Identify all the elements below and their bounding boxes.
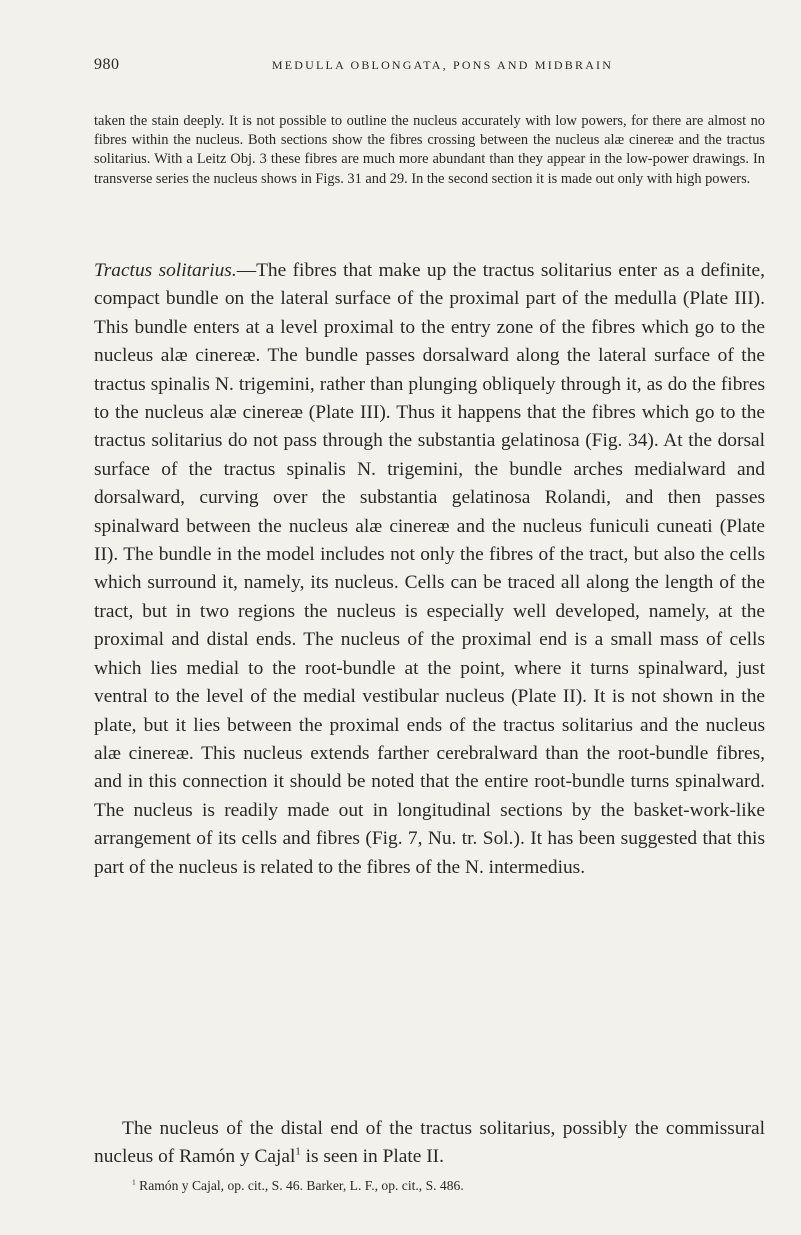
footnote-reference[interactable]: 1	[295, 1145, 301, 1158]
second-paragraph	[94, 1115, 765, 1172]
small-print-paragraph	[94, 112, 765, 189]
running-head: MEDULLA OBLONGATA, PONS AND MIDBRAIN	[271, 58, 614, 72]
section-lead-heading: Tractus solitarius.	[94, 260, 237, 281]
footnote-marker: 1	[132, 1177, 136, 1187]
second-paragraph-text: The nucleus of the distal end of the tractus solitarius, possibly the commissural nucleus of Ramón y Cajal	[94, 1118, 765, 1168]
main-paragraph-text: —The fibres that make up the tractus solitarius enter as a definite, compact bundle on the lateral surface of the proximal part of the medulla (Plate III). This bundle enters at a level proximal to the entry zone of the fibres which go to the nucleus alæ cinereæ. The bundle passes dorsalward along the lateral surface of the tractus spinalis N. trigemini, rather than plunging obliquely through it, as do the fibres to the nucleus alæ cinereæ (Plate III). Thus it happens that the fibres which go to the tractus solitarius do not pass through the substantia gelatinosa (Fig. 34). At the dorsal surface of the tractus spinalis N. trigemini, the bundle arches medialward and dorsalward, curving over the substantia gelatinosa Rolandi, and then passes spinalward between the nucleus alæ cinereæ and the nucleus funiculi cuneati (Plate II). The bundle in the model includes not only the fibres of the tract, but also the cells which surround it, namely, its nucleus. Cells can be traced all along the length of the tract, but in two regions the nucleus is especially well developed, namely, at the proximal and distal ends. The nucleus of the proximal end is a small mass of cells which lies medial to the root-bundle at the point, where it turns spinalward, just ventral to the level of the medial vestibular nucleus (Plate II). It is not shown in the plate, but it lies between the proximal ends of the tractus solitarius and the nucleus alæ cinereæ. This nucleus extends farther cerebralward than the root-bundle fibres, and in this connection it should be noted that the entire root-bundle turns spinalward. The nucleus is readily made out in longitudinal sections by the basket-work-like arrangement of its cells and fibres (Fig. 7, Nu. tr. Sol.). It has been suggested that this part of the nucleus is related to the fibres of the N. intermedius.	[94, 260, 765, 878]
footnote-text: Ramón y Cajal, op. cit., S. 46. Barker, L. F., op. cit., S. 486.	[135, 1178, 464, 1193]
page-header	[94, 56, 761, 80]
page-number: 980	[94, 56, 120, 73]
main-paragraph	[94, 257, 765, 882]
footnote	[132, 1177, 772, 1195]
second-paragraph-tail: is seen in Plate II.	[300, 1146, 444, 1168]
small-print-text: taken the stain deeply. It is not possible to outline the nucleus accurately with low powers, for there are almost no fibres within the nucleus. Both sections show the fibres crossing between the nucleus alæ cinereæ and the tractus solitarius. With a Leitz Obj. 3 these fibres are much more abundant than they appear in the low-power drawings. In transverse series the nucleus shows in Figs. 31 and 29. In the second section it is made out only with high powers.	[94, 113, 765, 187]
